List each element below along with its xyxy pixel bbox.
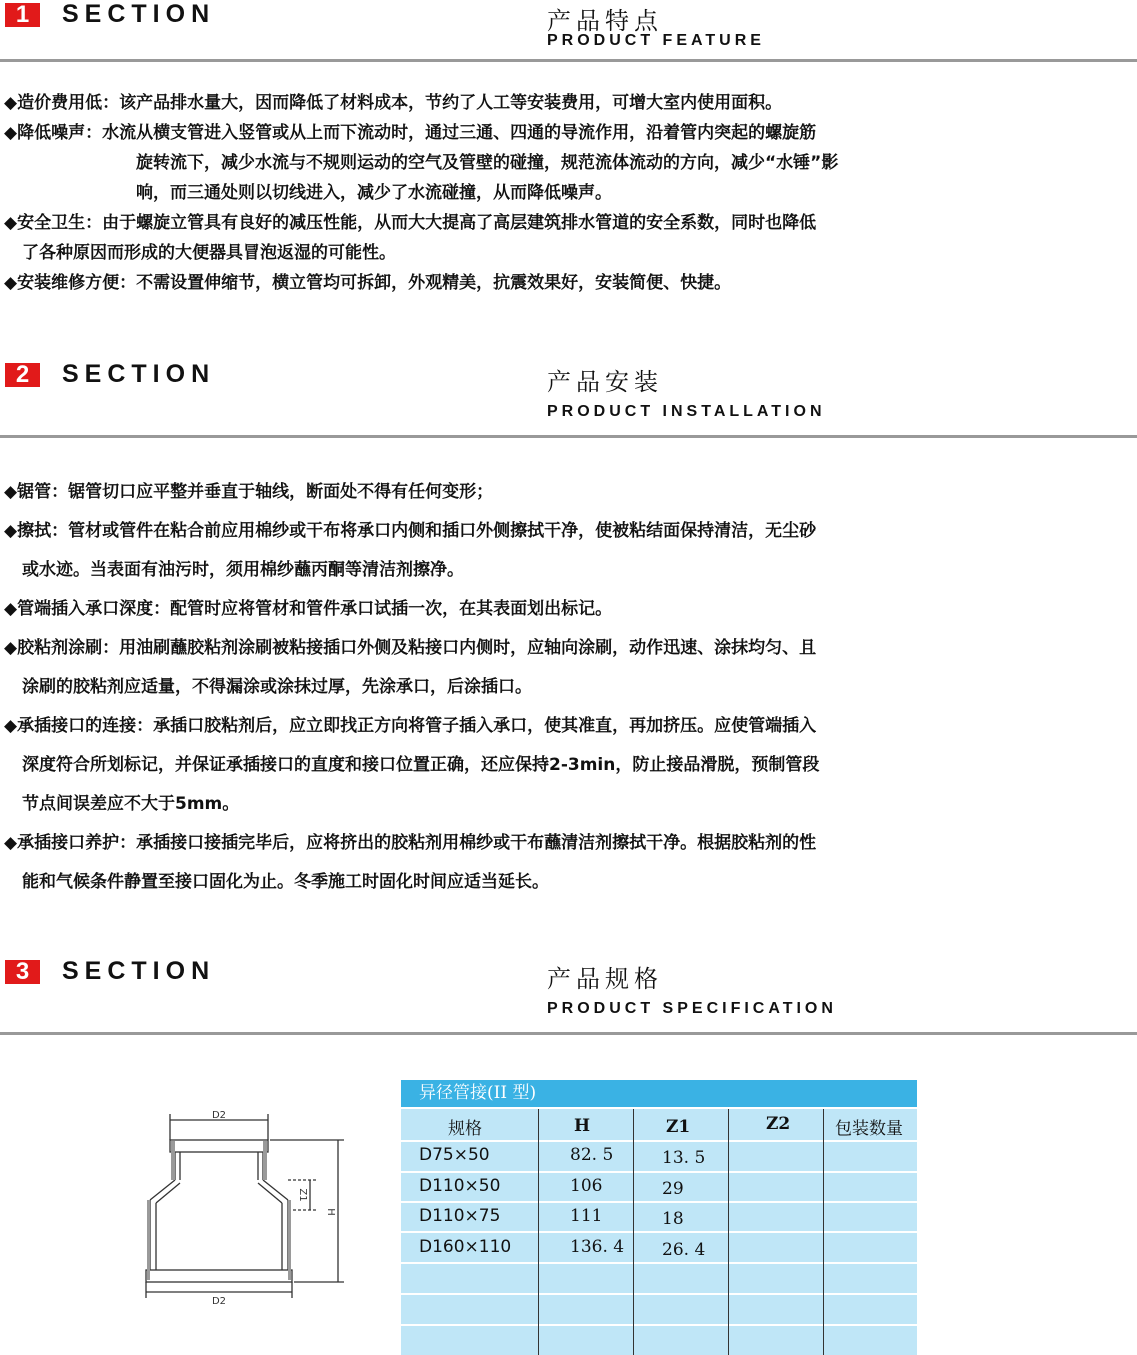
header-z1: Z1 — [666, 1117, 691, 1137]
cell-spec: D75×50 — [419, 1145, 490, 1165]
section-title-cn: 产品特点 — [547, 7, 663, 35]
cell-h: 111 — [570, 1206, 603, 1226]
feature-line: 响，而三通处则以切线进入，减少了水流碰撞，从而降低噪声。 — [136, 183, 612, 203]
cell-h: 82. 5 — [570, 1145, 614, 1165]
section-number-badge: 2 — [5, 363, 40, 387]
install-line: ◆管端插入承口深度：配管时应将管材和管件承口试插一次，在其表面划出标记。 — [4, 599, 613, 619]
row-divider — [401, 1324, 917, 1326]
section-title-en: PRODUCT SPECIFICATION — [547, 1000, 837, 1017]
section-divider — [0, 1032, 1137, 1035]
column-divider — [538, 1109, 539, 1355]
column-divider — [633, 1109, 634, 1355]
install-line: 能和气候条件静置至接口固化为止。冬季施工时固化时间应适当延长。 — [22, 872, 549, 892]
section-word: SECTION — [62, 0, 216, 28]
row-divider — [401, 1262, 917, 1264]
install-line: ◆擦拭：管材或管件在粘合前应用棉纱或干布将承口内侧和插口外侧擦拭干净，使被粘结面保持清洁，无尘砂 — [4, 521, 817, 541]
feature-line: 了各种原因而形成的大便器具冒泡返湿的可能性。 — [22, 243, 396, 263]
row-divider — [401, 1171, 917, 1173]
cell-spec: D110×75 — [419, 1206, 501, 1226]
header-spec: 规格 — [448, 1119, 482, 1139]
column-divider — [728, 1109, 729, 1355]
section-number-badge: 3 — [5, 960, 40, 984]
dimension-label-z1: Z1 — [297, 1188, 308, 1202]
dimension-label-d2-bottom: D2 — [211, 1296, 227, 1307]
header-z2: Z2 — [766, 1114, 791, 1134]
section-divider — [0, 59, 1137, 62]
row-divider — [401, 1293, 917, 1295]
cell-spec: D110×50 — [419, 1176, 501, 1196]
section-title-cn: 产品安装 — [547, 368, 663, 396]
row-divider — [401, 1140, 917, 1142]
install-line: ◆承插接口养护：承插接口接插完毕后，应将挤出的胶粘剂用棉纱或干布蘸清洁剂擦拭干净。根据胶粘剂的性 — [4, 833, 817, 853]
install-line: 节点间误差应不大于5mm。 — [22, 794, 240, 814]
install-line: 或水迹。当表面有油污时，须用棉纱蘸丙酮等清洁剂擦净。 — [22, 560, 464, 580]
section-divider — [0, 435, 1137, 438]
spec-table-title: 异径管接(II 型) — [401, 1080, 917, 1107]
spec-table — [401, 1080, 917, 1355]
feature-line: ◆降低噪声：水流从横支管进入竖管或从上而下流动时，通过三通、四通的导流作用，沿着管内突起的螺旋筋 — [4, 123, 817, 143]
reducer-fitting-diagram — [120, 1100, 360, 1310]
cell-h: 106 — [570, 1176, 603, 1196]
cell-h: 136. 4 — [570, 1237, 625, 1257]
row-divider — [401, 1107, 917, 1109]
install-line: 涂刷的胶粘剂应适量，不得漏涂或涂抹过厚，先涂承口，后涂插口。 — [22, 677, 532, 697]
column-divider — [823, 1109, 824, 1355]
install-line: 深度符合所划标记，并保证承插接口的直度和接口位置正确，还应保持2-3min，防止接品滑脱，预制管段 — [22, 755, 820, 775]
feature-line: ◆安装维修方便：不需设置伸缩节，横立管均可拆卸，外观精美，抗震效果好，安装简便、快捷。 — [4, 273, 732, 293]
row-divider — [401, 1201, 917, 1203]
dimension-label-h: H — [325, 1208, 336, 1216]
cell-z1: 18 — [662, 1209, 684, 1229]
header-quantity: 包装数量 — [835, 1119, 903, 1139]
feature-line: ◆安全卫生：由于螺旋立管具有良好的减压性能，从而大大提高了高层建筑排水管道的安全系数，同时也降低 — [4, 213, 817, 233]
cell-z1: 29 — [662, 1179, 684, 1199]
section-title-cn: 产品规格 — [547, 965, 663, 993]
cell-z1: 26. 4 — [662, 1240, 706, 1260]
feature-line: 旋转流下，减少水流与不规则运动的空气及管壁的碰撞，规范流体流动的方向，减少“水锤”影 — [136, 153, 839, 173]
row-divider — [401, 1231, 917, 1233]
section-word: SECTION — [62, 360, 216, 388]
dimension-label-d2-top: D2 — [211, 1110, 227, 1121]
cell-spec: D160×110 — [419, 1237, 512, 1257]
install-line: ◆胶粘剂涂刷：用油刷蘸胶粘剂涂刷被粘接插口外侧及粘接口内侧时，应轴向涂刷，动作迅速、涂抹均匀、且 — [4, 638, 817, 658]
install-line: ◆承插接口的连接：承插口胶粘剂后，应立即找正方向将管子插入承口，使其准直，再加挤压。应使管端插入 — [4, 716, 817, 736]
install-line: ◆锯管：锯管切口应平整并垂直于轴线，断面处不得有任何变形； — [4, 482, 494, 502]
header-h: H — [574, 1116, 591, 1136]
section-word: SECTION — [62, 957, 216, 985]
cell-z1: 13. 5 — [662, 1148, 706, 1168]
section-title-en: PRODUCT FEATURE — [547, 32, 765, 49]
section-title-en: PRODUCT INSTALLATION — [547, 403, 826, 420]
section-number-badge: 1 — [5, 3, 40, 27]
feature-line: ◆造价费用低：该产品排水量大，因而降低了材料成本，节约了人工等安装费用，可增大室内使用面积。 — [4, 93, 783, 113]
